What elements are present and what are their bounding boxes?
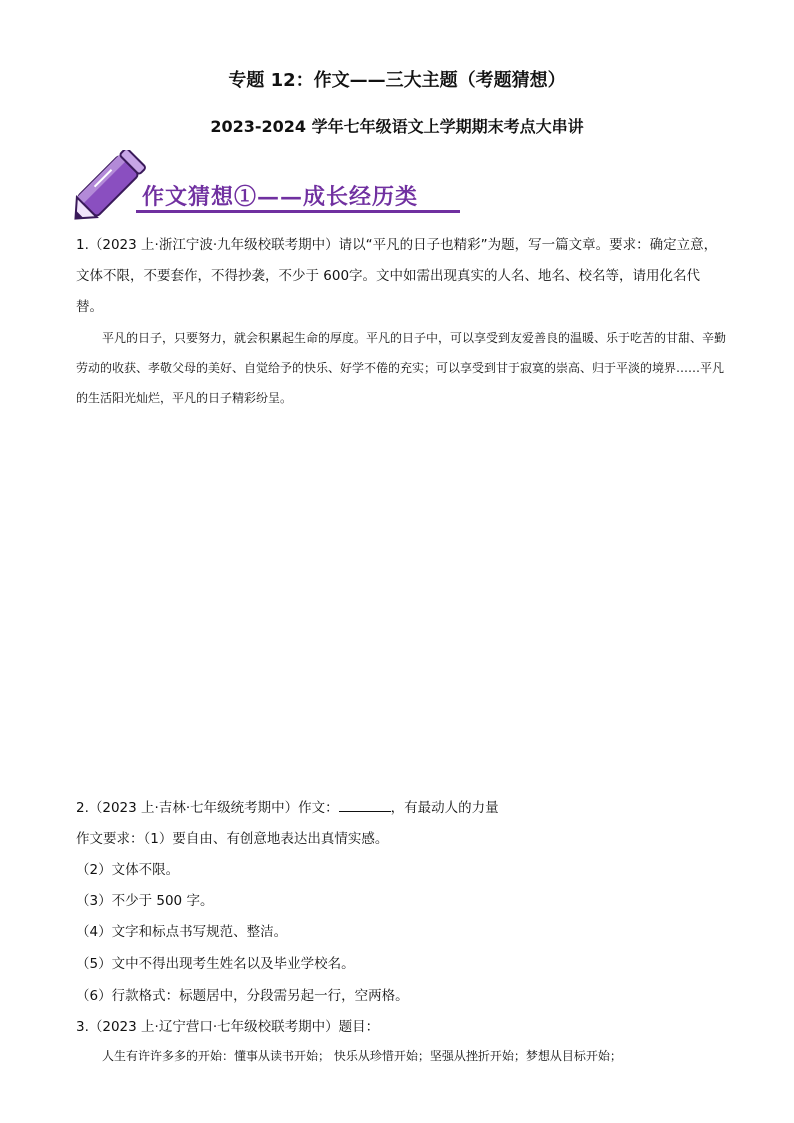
question-3-prompt: 3.（2023 上·辽宁营口·七年级校联考期中）题目：: [76, 1019, 380, 1035]
requirement-item: （6）行款格式：标题居中，分段需另起一行，空两格。: [76, 988, 409, 1004]
question-2-prompt-end: ，有最动人的力量: [390, 800, 499, 816]
document-subtitle: 2023-2024 学年七年级语文上学期期末考点大串讲: [210, 117, 584, 136]
requirement-item: （4）文字和标点书写规范、整洁。: [76, 924, 288, 940]
question-2-prompt-start: 2.（2023 上·吉林·七年级统考期中）作文：: [76, 800, 339, 816]
requirement-item: 作文要求：（1）要自由、有创意地表达出真情实感。: [76, 831, 389, 847]
document-title: 专题 12：作文——三大主题（考题猜想）: [228, 70, 566, 91]
section-heading: 作文猜想①——成长经历类: [142, 184, 419, 210]
question-2-prompt: [76, 796, 736, 816]
section-underline: [136, 210, 460, 213]
question-3-material: 人生有许许多多的开始：懂事从读书开始； 快乐从珍惜开始；坚强从挫折开始；梦想从目标开始；: [102, 1049, 622, 1063]
question-1-prompt: 1.（2023 上·浙江宁波·九年级校联考期中）请以“平凡的日子也精彩”为题，写一篇文章。要求：确定立意，文体不限，不要套作，不得抄袭，不少于 600字。文中如需出现真实的人名、地名、校名等，请用化名代替。: [76, 237, 718, 315]
requirement-item: （2）文体不限。: [76, 862, 180, 878]
requirement-item: （3）不少于 500 字。: [76, 893, 214, 909]
requirement-item: （5）文中不得出现考生姓名以及毕业学校名。: [76, 956, 355, 972]
fill-in-blank: [339, 799, 391, 812]
question-1-material: 平凡的日子，只要努力，就会积累起生命的厚度。平凡的日子中，可以享受到友爱善良的温暖、乐于吃苦的甘甜、辛勤劳动的收获、孝敬父母的美好、自觉给予的快乐、好学不倦的充实；可以享受到甘于寂寞的崇高、归于平淡的境界……平凡的生活阳光灿烂，平凡的日子精彩纷呈。: [76, 331, 727, 405]
